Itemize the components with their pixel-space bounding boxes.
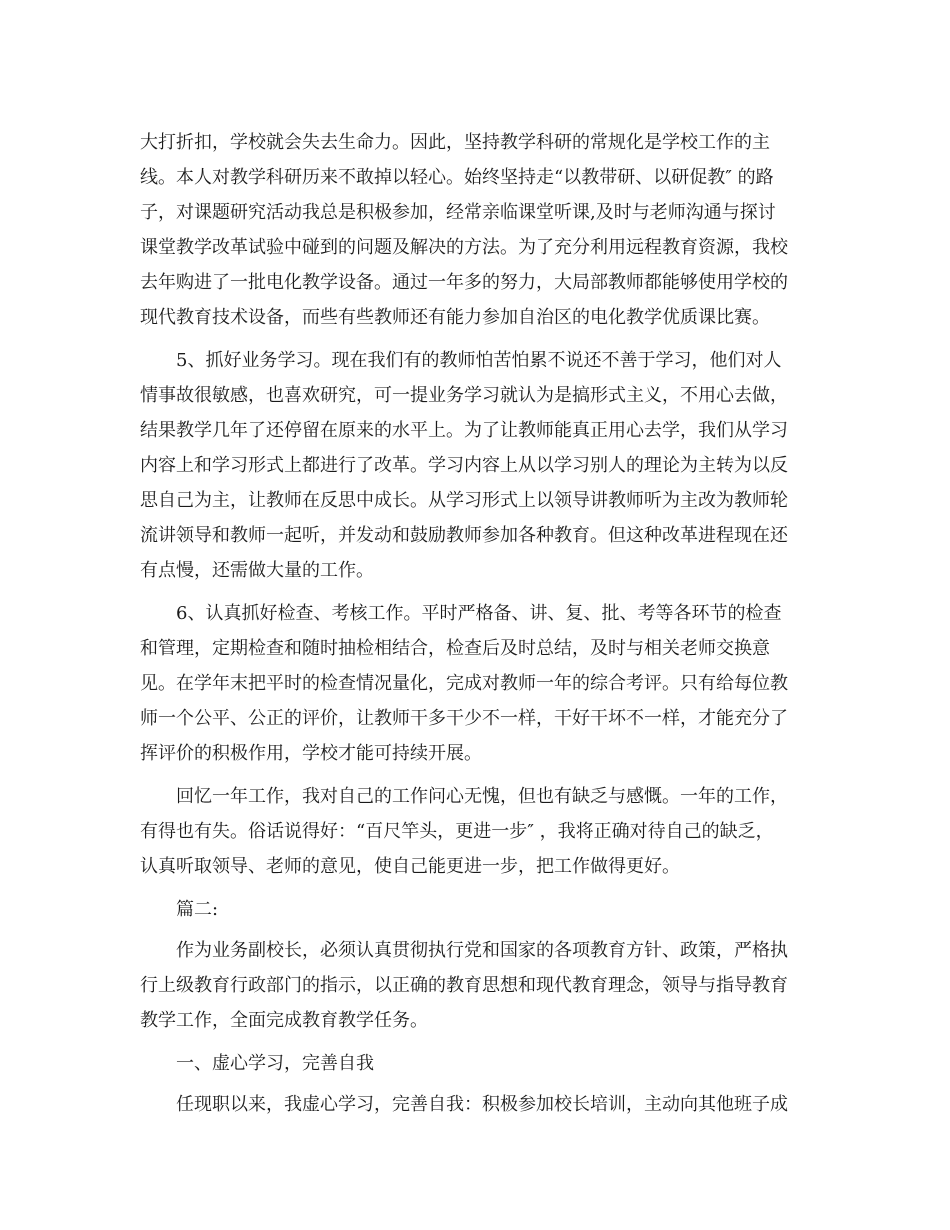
section-heading: 篇二: [176,899,219,920]
text-line: 有点慢，还需做大量的工作。 [140,560,374,581]
text-line: 流讲领导和教师一起听，并发动和鼓励教师参加各种教育。但这种改革进程现在还 [140,525,788,546]
text-line: 5、抓好业务学习。现在我们有的教师怕苦怕累不说还不善于学习，他们对人 [176,350,782,371]
text-line: 去年购进了一批电化教学设备。通过一年多的努力，大局部教师都能够使用学校的 [140,272,788,293]
text-line: 见。在学年末把平时的检查情况量化，完成对教师一年的综合考评。只有给每位教 [140,673,788,694]
text-line: 大打折扣，学校就会失去生命力。因此，坚持教学科研的常规化是学校工作的主 [140,132,770,153]
text-line: 情事故很敏感，也喜欢研究，可一提业务学习就认为是搞形式主义，不用心去做， [140,385,788,406]
subheading: 一、虚心学习，完善自我 [176,1053,374,1074]
text-line: 回忆一年工作，我对自己的工作问心无愧，但也有缺乏与感慨。一年的工作， [176,786,788,807]
text-line: 和管理，定期检查和随时抽检相结合，检查后及时总结，及时与相关老师交换意 [140,638,770,659]
text-line: 课堂教学改革试验中碰到的问题及解决的方法。为了充分利用远程教育资源，我校 [140,237,788,258]
text-line: 结果教学几年了还停留在原来的水平上。为了让教师能真正用心去学，我们从学习 [140,420,788,441]
text-line: 6、认真抓好检查、考核工作。平时严格备、讲、复、批、考等各环节的检查 [176,603,782,624]
text-line: 现代教育技术设备，而些有些教师还有能力参加自治区的电化教学优质课比赛。 [140,307,770,328]
text-line: 行上级教育行政部门的指示，以正确的教育思想和现代教育理念，领导与指导教育 [140,975,788,996]
text-line: 认真听取领导、老师的意见，使自己能更进一步，把工作做得更好。 [140,856,680,877]
text-line: 内容上和学习形式上都进行了改革。学习内容上从以学习别人的理论为主转为以反 [140,455,788,476]
text-line: 有得也有失。俗话说得好：“百尺竿头，更进一步″ ，我将正确对待自己的缺乏， [140,821,774,842]
text-line: 作为业务副校长，必须认真贯彻执行党和国家的各项教育方针、政策，严格执 [176,940,788,961]
text-line: 思自己为主，让教师在反思中成长。从学习形式上以领导讲教师听为主改为教师轮 [140,490,788,511]
text-line: 子，对课题研究活动我总是积极参加，经常亲临课堂听课,及时与老师沟通与探讨 [140,202,776,223]
text-line: 师一个公平、公正的评价，让教师干多干少不一样，干好干坏不一样，才能充分了 [140,708,788,729]
text-line: 教学工作，全面完成教育教学任务。 [140,1010,428,1031]
text-line: 挥评价的积极作用，学校才能可持续开展。 [140,743,482,764]
text-line: 线。本人对教学科研历来不敢掉以轻心。始终坚持走“以教带研、以研促教″ 的路 [140,167,774,188]
text-line: 任现职以来，我虚心学习，完善自我：积极参加校长培训，主动向其他班子成 [176,1094,788,1115]
